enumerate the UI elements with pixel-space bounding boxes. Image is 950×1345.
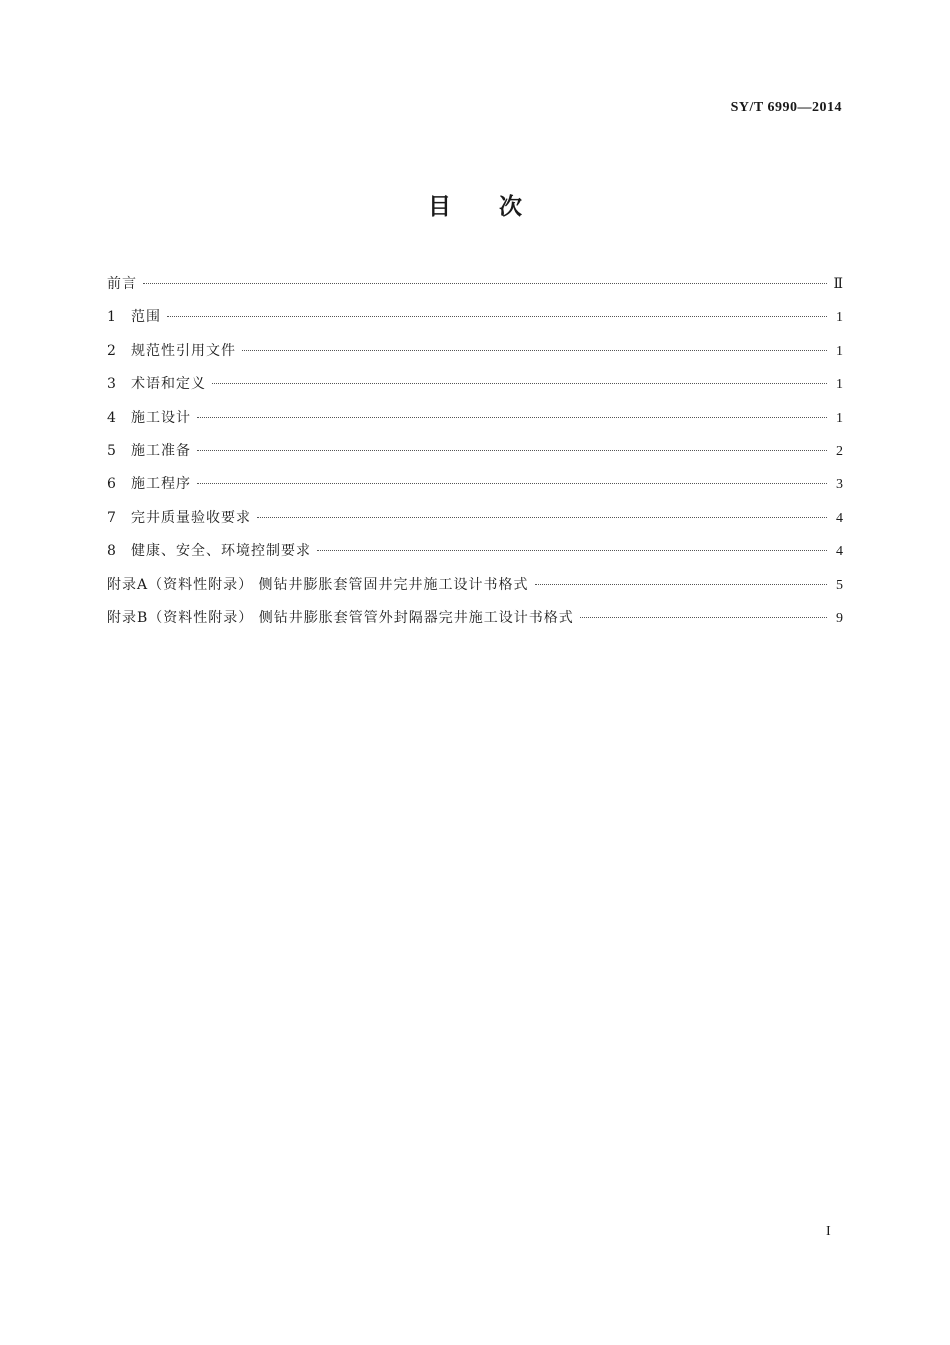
dot-leader <box>535 584 827 585</box>
dot-leader <box>167 316 827 317</box>
toc-list <box>107 273 843 640</box>
dot-leader <box>197 483 827 484</box>
toc-entry-number: 5 <box>107 442 116 459</box>
toc-entry-page: 1 <box>836 377 843 393</box>
toc-entry-foreword[interactable] <box>107 273 843 306</box>
toc-entry-number: 8 <box>107 543 116 560</box>
toc-entry-label: 前言 <box>107 276 137 292</box>
toc-entry-1[interactable] <box>107 306 843 339</box>
dot-leader <box>257 517 827 518</box>
page-number: I <box>826 1224 831 1239</box>
toc-title <box>0 188 950 221</box>
toc-entry-label: 施工程序 <box>131 476 191 493</box>
toc-entry-5[interactable] <box>107 440 843 473</box>
toc-entry-6[interactable] <box>107 473 843 506</box>
toc-title-char: 目 <box>428 194 451 220</box>
toc-entry-page: 9 <box>836 610 843 626</box>
toc-entry-number: 4 <box>107 409 116 426</box>
toc-entry-page: 2 <box>836 443 843 459</box>
toc-entry-page: Ⅱ <box>833 277 843 292</box>
toc-entry-page: 4 <box>836 544 843 560</box>
toc-entry-8[interactable] <box>107 540 843 573</box>
dot-leader <box>580 617 827 618</box>
toc-entry-number: 6 <box>107 476 116 493</box>
toc-entry-appendix-b[interactable] <box>107 607 843 640</box>
toc-entry-number: 1 <box>107 309 116 326</box>
toc-entry-label: 附录A（资料性附录） 侧钻井膨胀套管固井完井施工设计书格式 <box>107 576 529 593</box>
toc-entry-label: 附录B（资料性附录） 侧钻井膨胀套管管外封隔器完井施工设计书格式 <box>107 609 574 626</box>
toc-entry-label: 施工准备 <box>131 442 191 459</box>
toc-entry-page: 4 <box>836 510 843 526</box>
dot-leader <box>212 383 827 384</box>
dot-leader <box>197 417 827 418</box>
toc-entry-appendix-a[interactable] <box>107 574 843 607</box>
toc-entry-page: 5 <box>836 577 843 593</box>
dot-leader <box>143 283 827 284</box>
toc-entry-3[interactable] <box>107 373 843 406</box>
toc-entry-label: 范围 <box>131 309 161 326</box>
toc-entry-label: 完井质量验收要求 <box>131 509 251 526</box>
toc-entry-label: 施工设计 <box>131 409 191 426</box>
toc-entry-page: 1 <box>836 310 843 326</box>
toc-entry-number: 3 <box>107 376 116 393</box>
toc-entry-label: 健康、安全、环境控制要求 <box>131 543 311 560</box>
toc-entry-2[interactable] <box>107 340 843 373</box>
dot-leader <box>242 350 827 351</box>
toc-entry-4[interactable] <box>107 407 843 440</box>
toc-entry-7[interactable] <box>107 507 843 540</box>
toc-title-char: 次 <box>499 194 522 220</box>
toc-entry-page: 1 <box>836 343 843 359</box>
dot-leader <box>197 450 827 451</box>
toc-entry-page: 1 <box>836 410 843 426</box>
toc-entry-number: 7 <box>107 509 116 526</box>
toc-entry-label: 术语和定义 <box>131 376 206 393</box>
standard-code: SY/T 6990—2014 <box>730 100 842 115</box>
toc-entry-number: 2 <box>107 342 116 359</box>
dot-leader <box>317 550 827 551</box>
toc-entry-label: 规范性引用文件 <box>131 342 236 359</box>
toc-entry-page: 3 <box>836 477 843 493</box>
